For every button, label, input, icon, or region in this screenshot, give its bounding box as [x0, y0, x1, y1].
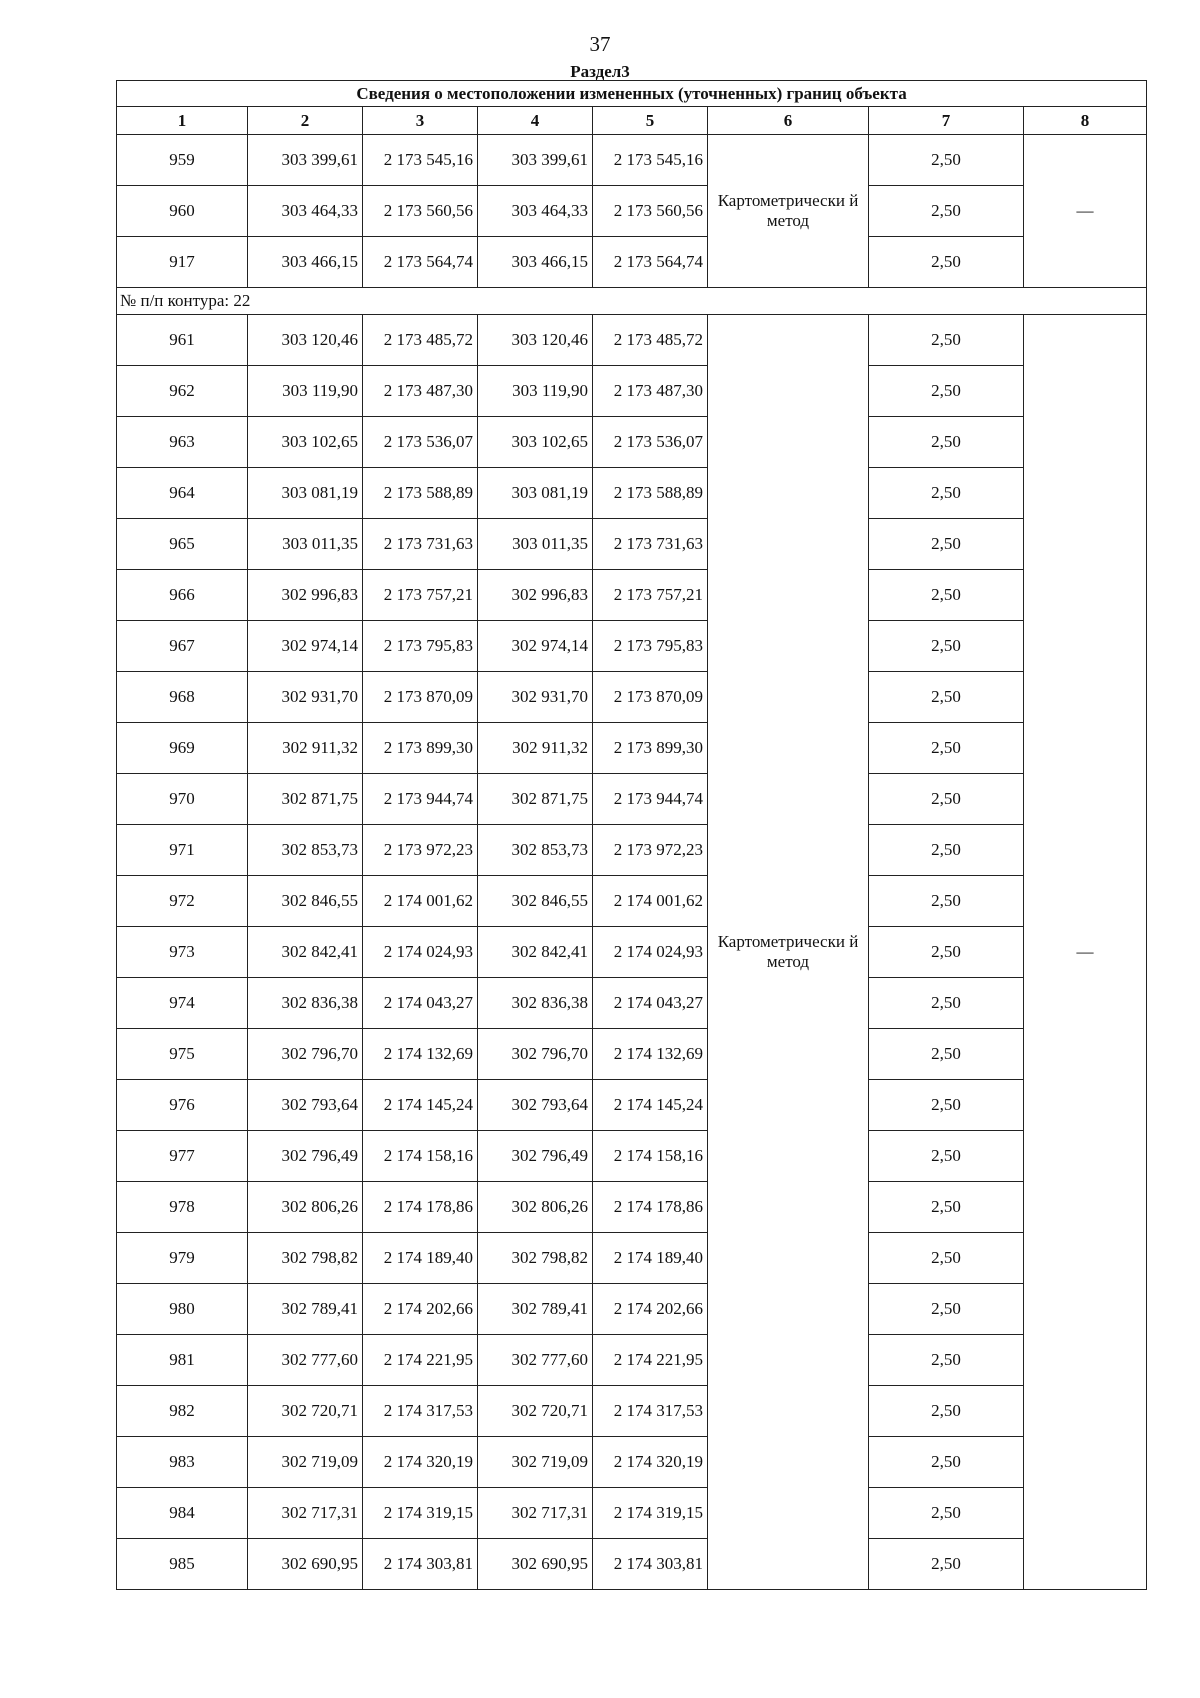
point-number: 972: [117, 876, 248, 927]
accuracy-value: 2,50: [869, 672, 1024, 723]
point-number: 961: [117, 315, 248, 366]
x-coordinate: 303 120,46: [248, 315, 363, 366]
x-coordinate-new: 302 717,31: [478, 1488, 593, 1539]
accuracy-value: 2,50: [869, 570, 1024, 621]
y-coordinate-new: 2 174 145,24: [593, 1080, 708, 1131]
y-coordinate: 2 173 870,09: [363, 672, 478, 723]
x-coordinate-new: 302 793,64: [478, 1080, 593, 1131]
column-number: 8: [1024, 107, 1147, 135]
method-cell: Картометрически й метод: [708, 315, 869, 1590]
page-number: 37: [589, 32, 611, 56]
accuracy-value: 2,50: [869, 774, 1024, 825]
x-coordinate: 302 793,64: [248, 1080, 363, 1131]
column-number: 1: [117, 107, 248, 135]
accuracy-value: 2,50: [869, 1539, 1024, 1590]
table-row: [117, 135, 1147, 186]
x-coordinate: 302 777,60: [248, 1335, 363, 1386]
y-coordinate-new: 2 173 757,21: [593, 570, 708, 621]
table-row: [117, 672, 1147, 723]
table-row: [117, 1488, 1147, 1539]
point-number: 967: [117, 621, 248, 672]
x-coordinate: 302 846,55: [248, 876, 363, 927]
point-number: 975: [117, 1029, 248, 1080]
column-number: 5: [593, 107, 708, 135]
column-number: 6: [708, 107, 869, 135]
x-coordinate-new: 303 102,65: [478, 417, 593, 468]
table-row: [117, 1029, 1147, 1080]
x-coordinate-new: 303 120,46: [478, 315, 593, 366]
x-coordinate: 302 789,41: [248, 1284, 363, 1335]
point-number: 965: [117, 519, 248, 570]
x-coordinate-new: 302 846,55: [478, 876, 593, 927]
table-row: [117, 570, 1147, 621]
accuracy-value: 2,50: [869, 1233, 1024, 1284]
method-cell: Картометрически й метод: [708, 135, 869, 288]
table-row: [117, 1233, 1147, 1284]
y-coordinate: 2 173 944,74: [363, 774, 478, 825]
section-title: Раздел3: [570, 62, 630, 81]
x-coordinate-new: 302 796,70: [478, 1029, 593, 1080]
point-number: 984: [117, 1488, 248, 1539]
y-coordinate: 2 173 972,23: [363, 825, 478, 876]
column-number: 7: [869, 107, 1024, 135]
x-coordinate: 302 842,41: [248, 927, 363, 978]
column8-dash: —: [1024, 135, 1147, 288]
y-coordinate-new: 2 173 588,89: [593, 468, 708, 519]
accuracy-value: 2,50: [869, 1080, 1024, 1131]
accuracy-value: 2,50: [869, 315, 1024, 366]
y-coordinate: 2 173 588,89: [363, 468, 478, 519]
y-coordinate: 2 173 487,30: [363, 366, 478, 417]
y-coordinate: 2 173 731,63: [363, 519, 478, 570]
accuracy-value: 2,50: [869, 1437, 1024, 1488]
table-row: [117, 1182, 1147, 1233]
x-coordinate-new: 303 081,19: [478, 468, 593, 519]
y-coordinate: 2 173 560,56: [363, 186, 478, 237]
point-number: 982: [117, 1386, 248, 1437]
point-number: 966: [117, 570, 248, 621]
accuracy-value: 2,50: [869, 1182, 1024, 1233]
accuracy-value: 2,50: [869, 417, 1024, 468]
y-coordinate: 2 173 485,72: [363, 315, 478, 366]
y-coordinate-new: 2 173 870,09: [593, 672, 708, 723]
y-coordinate: 2 174 158,16: [363, 1131, 478, 1182]
point-number: 968: [117, 672, 248, 723]
y-coordinate-new: 2 173 564,74: [593, 237, 708, 288]
x-coordinate: 302 911,32: [248, 723, 363, 774]
accuracy-value: 2,50: [869, 1131, 1024, 1182]
y-coordinate: 2 174 202,66: [363, 1284, 478, 1335]
table-row: [117, 417, 1147, 468]
boundary-table: [116, 80, 1147, 1590]
point-number: 974: [117, 978, 248, 1029]
x-coordinate-new: 302 974,14: [478, 621, 593, 672]
table-row: [117, 519, 1147, 570]
y-coordinate: 2 174 043,27: [363, 978, 478, 1029]
table-row: [117, 1080, 1147, 1131]
y-coordinate: 2 173 536,07: [363, 417, 478, 468]
accuracy-value: 2,50: [869, 1029, 1024, 1080]
accuracy-value: 2,50: [869, 366, 1024, 417]
x-coordinate-new: 302 796,49: [478, 1131, 593, 1182]
accuracy-value: 2,50: [869, 1488, 1024, 1539]
accuracy-value: 2,50: [869, 978, 1024, 1029]
y-coordinate-new: 2 173 944,74: [593, 774, 708, 825]
table-row: [117, 978, 1147, 1029]
x-coordinate: 302 717,31: [248, 1488, 363, 1539]
y-coordinate-new: 2 174 303,81: [593, 1539, 708, 1590]
accuracy-value: 2,50: [869, 1335, 1024, 1386]
accuracy-value: 2,50: [869, 237, 1024, 288]
y-coordinate: 2 173 899,30: [363, 723, 478, 774]
point-number: 981: [117, 1335, 248, 1386]
column-number: 2: [248, 107, 363, 135]
group2-body: [117, 315, 1147, 1590]
y-coordinate: 2 174 319,15: [363, 1488, 478, 1539]
table-row: [117, 1386, 1147, 1437]
x-coordinate: 302 798,82: [248, 1233, 363, 1284]
y-coordinate-new: 2 173 545,16: [593, 135, 708, 186]
x-coordinate-new: 302 996,83: [478, 570, 593, 621]
x-coordinate: 302 806,26: [248, 1182, 363, 1233]
x-coordinate: 303 081,19: [248, 468, 363, 519]
y-coordinate-new: 2 174 320,19: [593, 1437, 708, 1488]
point-number: 983: [117, 1437, 248, 1488]
column8-dash: —: [1024, 315, 1147, 1590]
y-coordinate: 2 173 564,74: [363, 237, 478, 288]
y-coordinate-new: 2 174 024,93: [593, 927, 708, 978]
table-row: [117, 1131, 1147, 1182]
point-number: 969: [117, 723, 248, 774]
y-coordinate: 2 173 795,83: [363, 621, 478, 672]
x-coordinate-new: 302 871,75: [478, 774, 593, 825]
x-coordinate-new: 302 842,41: [478, 927, 593, 978]
y-coordinate-new: 2 173 899,30: [593, 723, 708, 774]
point-number: 978: [117, 1182, 248, 1233]
point-number: 964: [117, 468, 248, 519]
table-row: [117, 1284, 1147, 1335]
y-coordinate-new: 2 174 221,95: [593, 1335, 708, 1386]
group1-body: [117, 135, 1147, 288]
x-coordinate-new: 302 777,60: [478, 1335, 593, 1386]
point-number: 979: [117, 1233, 248, 1284]
x-coordinate: 302 690,95: [248, 1539, 363, 1590]
point-number: 917: [117, 237, 248, 288]
table-row: [117, 621, 1147, 672]
x-coordinate-new: 302 798,82: [478, 1233, 593, 1284]
x-coordinate-new: 302 853,73: [478, 825, 593, 876]
x-coordinate-new: 302 690,95: [478, 1539, 593, 1590]
y-coordinate-new: 2 173 560,56: [593, 186, 708, 237]
y-coordinate-new: 2 174 158,16: [593, 1131, 708, 1182]
y-coordinate-new: 2 173 536,07: [593, 417, 708, 468]
y-coordinate: 2 174 178,86: [363, 1182, 478, 1233]
x-coordinate: 302 996,83: [248, 570, 363, 621]
table-row: [117, 237, 1147, 288]
column-number: 3: [363, 107, 478, 135]
x-coordinate: 303 119,90: [248, 366, 363, 417]
table-row: [117, 825, 1147, 876]
accuracy-value: 2,50: [869, 135, 1024, 186]
point-number: 971: [117, 825, 248, 876]
x-coordinate-new: 302 911,32: [478, 723, 593, 774]
column-number: 4: [478, 107, 593, 135]
y-coordinate: 2 174 189,40: [363, 1233, 478, 1284]
table-row: [117, 468, 1147, 519]
y-coordinate-new: 2 173 795,83: [593, 621, 708, 672]
x-coordinate-new: 303 399,61: [478, 135, 593, 186]
y-coordinate-new: 2 173 487,30: [593, 366, 708, 417]
y-coordinate: 2 174 303,81: [363, 1539, 478, 1590]
y-coordinate-new: 2 173 972,23: [593, 825, 708, 876]
x-coordinate: 303 464,33: [248, 186, 363, 237]
y-coordinate: 2 174 001,62: [363, 876, 478, 927]
point-number: 962: [117, 366, 248, 417]
x-coordinate-new: 303 464,33: [478, 186, 593, 237]
y-coordinate: 2 173 545,16: [363, 135, 478, 186]
table-caption: Сведения о местоположении измененных (уточненных) границ объекта: [117, 81, 1147, 107]
y-coordinate: 2 174 320,19: [363, 1437, 478, 1488]
y-coordinate-new: 2 174 043,27: [593, 978, 708, 1029]
x-coordinate: 303 102,65: [248, 417, 363, 468]
x-coordinate: 302 974,14: [248, 621, 363, 672]
point-number: 976: [117, 1080, 248, 1131]
x-coordinate: 303 011,35: [248, 519, 363, 570]
x-coordinate: 302 931,70: [248, 672, 363, 723]
y-coordinate-new: 2 174 001,62: [593, 876, 708, 927]
accuracy-value: 2,50: [869, 1386, 1024, 1437]
x-coordinate: 302 853,73: [248, 825, 363, 876]
x-coordinate: 303 466,15: [248, 237, 363, 288]
contour-row: [117, 288, 1147, 315]
point-number: 963: [117, 417, 248, 468]
point-number: 977: [117, 1131, 248, 1182]
x-coordinate-new: 303 011,35: [478, 519, 593, 570]
x-coordinate-new: 303 119,90: [478, 366, 593, 417]
contour-section: [117, 288, 1147, 315]
x-coordinate-new: 302 719,09: [478, 1437, 593, 1488]
y-coordinate: 2 174 145,24: [363, 1080, 478, 1131]
accuracy-value: 2,50: [869, 621, 1024, 672]
table-row: [117, 927, 1147, 978]
x-coordinate-new: 303 466,15: [478, 237, 593, 288]
table-row: [117, 1335, 1147, 1386]
table-row: [117, 315, 1147, 366]
y-coordinate-new: 2 174 178,86: [593, 1182, 708, 1233]
y-coordinate-new: 2 174 202,66: [593, 1284, 708, 1335]
x-coordinate: 302 796,49: [248, 1131, 363, 1182]
y-coordinate-new: 2 173 731,63: [593, 519, 708, 570]
accuracy-value: 2,50: [869, 825, 1024, 876]
accuracy-value: 2,50: [869, 519, 1024, 570]
x-coordinate: 302 871,75: [248, 774, 363, 825]
accuracy-value: 2,50: [869, 1284, 1024, 1335]
x-coordinate: 302 719,09: [248, 1437, 363, 1488]
y-coordinate-new: 2 174 189,40: [593, 1233, 708, 1284]
y-coordinate-new: 2 174 132,69: [593, 1029, 708, 1080]
point-number: 970: [117, 774, 248, 825]
accuracy-value: 2,50: [869, 876, 1024, 927]
table-caption-row: [117, 81, 1147, 107]
contour-label: № п/п контура: 22: [117, 288, 1147, 315]
y-coordinate: 2 174 024,93: [363, 927, 478, 978]
point-number: 985: [117, 1539, 248, 1590]
table-row: [117, 723, 1147, 774]
accuracy-value: 2,50: [869, 186, 1024, 237]
y-coordinate-new: 2 173 485,72: [593, 315, 708, 366]
table-row: [117, 186, 1147, 237]
x-coordinate: 302 836,38: [248, 978, 363, 1029]
y-coordinate: 2 174 317,53: [363, 1386, 478, 1437]
accuracy-value: 2,50: [869, 723, 1024, 774]
point-number: 980: [117, 1284, 248, 1335]
y-coordinate-new: 2 174 317,53: [593, 1386, 708, 1437]
point-number: 959: [117, 135, 248, 186]
y-coordinate-new: 2 174 319,15: [593, 1488, 708, 1539]
x-coordinate: 303 399,61: [248, 135, 363, 186]
table-row: [117, 1539, 1147, 1590]
column-number-row: [117, 107, 1147, 135]
y-coordinate: 2 174 132,69: [363, 1029, 478, 1080]
accuracy-value: 2,50: [869, 927, 1024, 978]
x-coordinate-new: 302 836,38: [478, 978, 593, 1029]
x-coordinate-new: 302 720,71: [478, 1386, 593, 1437]
accuracy-value: 2,50: [869, 468, 1024, 519]
table-row: [117, 774, 1147, 825]
point-number: 960: [117, 186, 248, 237]
x-coordinate: 302 720,71: [248, 1386, 363, 1437]
y-coordinate: 2 174 221,95: [363, 1335, 478, 1386]
table-row: [117, 876, 1147, 927]
table-row: [117, 1437, 1147, 1488]
table-row: [117, 366, 1147, 417]
x-coordinate: 302 796,70: [248, 1029, 363, 1080]
y-coordinate: 2 173 757,21: [363, 570, 478, 621]
x-coordinate-new: 302 806,26: [478, 1182, 593, 1233]
x-coordinate-new: 302 789,41: [478, 1284, 593, 1335]
point-number: 973: [117, 927, 248, 978]
x-coordinate-new: 302 931,70: [478, 672, 593, 723]
